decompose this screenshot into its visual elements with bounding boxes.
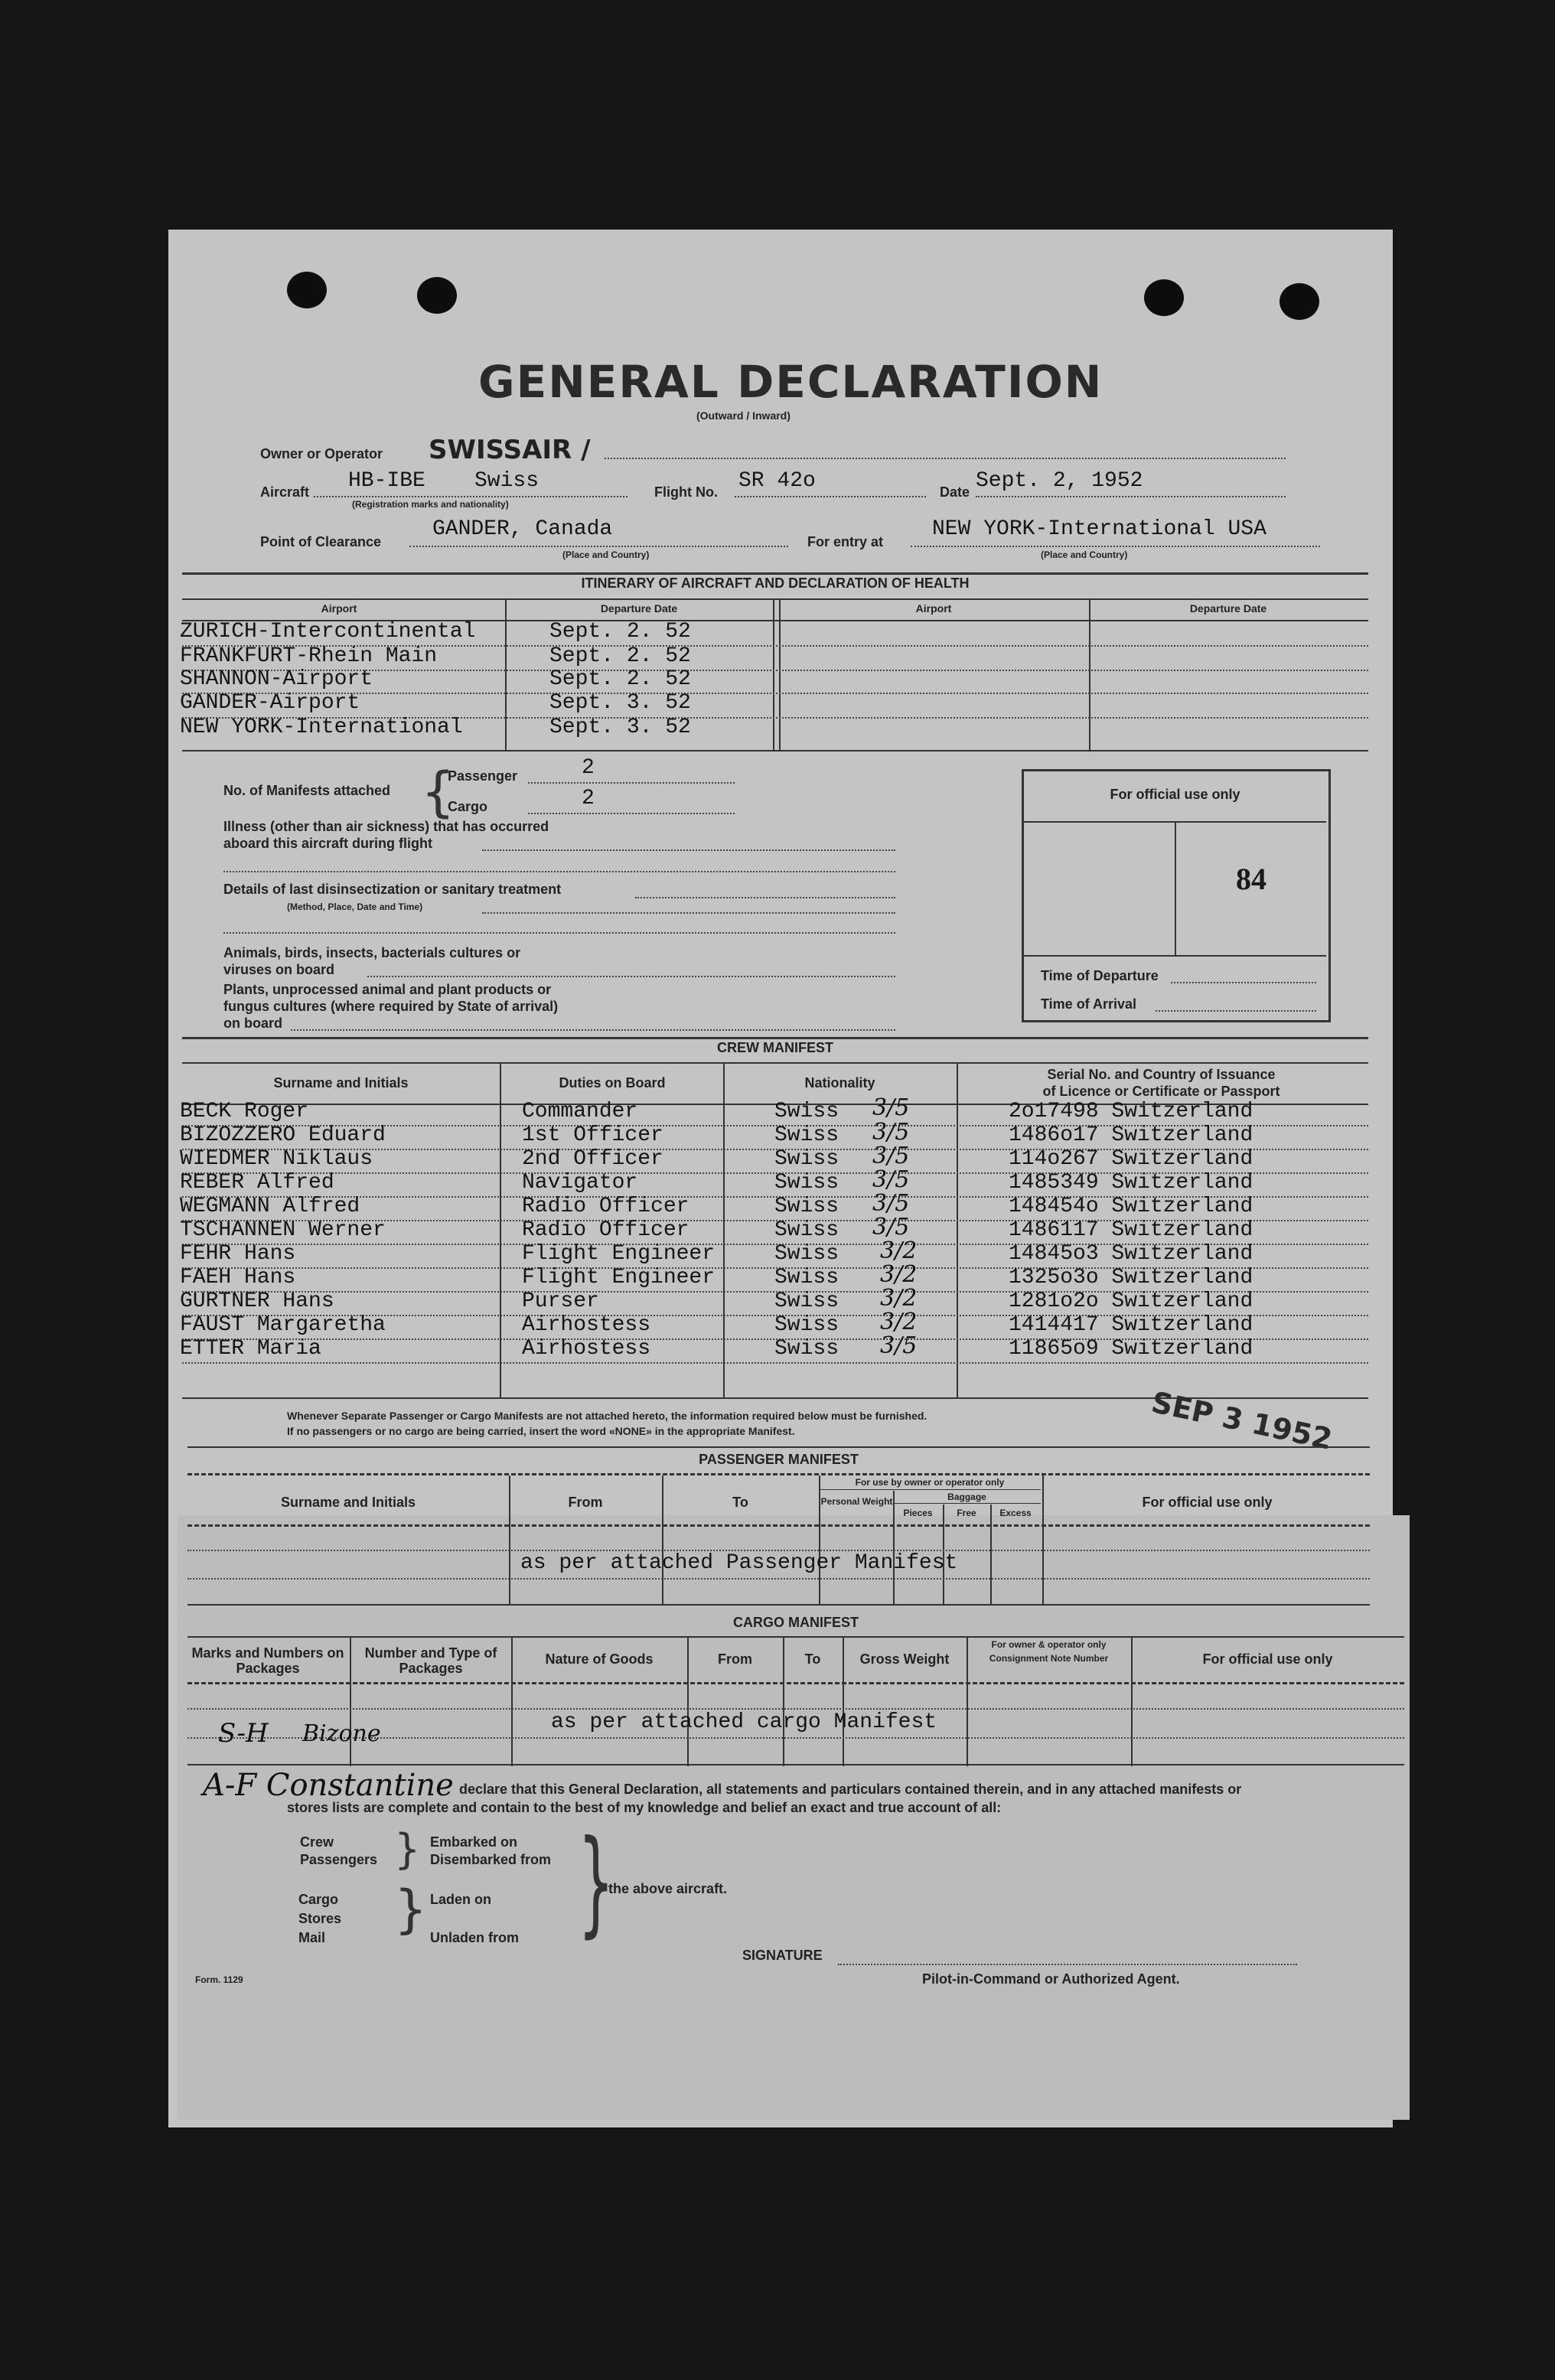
passenger-title-rule	[187, 1473, 1370, 1475]
crew-mark: 3/5	[872, 1190, 910, 1217]
passenger-col-personal-weight: Personal Weight	[820, 1496, 893, 1507]
disinsect-line-3	[223, 932, 895, 934]
crew-nationality: Swiss	[774, 1337, 839, 1361]
crew-divider	[957, 1062, 958, 1399]
date-value: Sept. 2, 1952	[976, 469, 1143, 493]
itinerary-date: Sept. 2. 52	[549, 667, 691, 691]
passenger-col-baggage: Baggage	[947, 1492, 986, 1502]
declaration-text-1: declare that this General Declaration, all statements and particulars contained therein, and in any attached manifests or	[459, 1782, 1242, 1797]
crew-serial: 11865o9 Switzerland	[1009, 1337, 1253, 1361]
itinerary-col-departure-2: Departure Date	[1189, 602, 1267, 615]
itinerary-header-rule	[182, 598, 1368, 600]
itinerary-divider	[779, 598, 781, 751]
passenger-col-from: From	[568, 1495, 603, 1510]
decl-disembarked-label: Disembarked from	[430, 1852, 552, 1867]
crew-nationality: Swiss	[774, 1242, 839, 1266]
cargo-count-line	[528, 813, 735, 814]
itinerary-date: Sept. 3. 52	[549, 716, 691, 739]
form-title: GENERAL DECLARATION	[478, 356, 1103, 408]
cargo-col-gross: Gross Weight	[859, 1651, 950, 1667]
itinerary-airport: SHANNON-Airport	[180, 667, 373, 691]
itinerary-date: Sept. 2. 52	[549, 644, 691, 668]
disinsect-line-2	[482, 912, 895, 914]
owner-value: SWISSAIR /	[429, 435, 591, 465]
passenger-col-official: For official use only	[1142, 1495, 1273, 1510]
animals-label-2: viruses on board	[223, 962, 335, 977]
passenger-owner-rule	[820, 1489, 1041, 1490]
passenger-count-line	[528, 782, 735, 784]
crew-serial: 1486117 Switzerland	[1009, 1218, 1253, 1242]
cargo-divider	[967, 1636, 968, 1766]
crew-serial: 2o17498 Switzerland	[1009, 1100, 1253, 1123]
official-box-rule-2	[1024, 955, 1326, 957]
crew-name: WEGMANN Alfred	[180, 1195, 360, 1218]
cargo-col-to: To	[804, 1651, 821, 1667]
crew-serial: 114o267 Switzerland	[1009, 1147, 1253, 1171]
cargo-header-rule	[187, 1636, 1404, 1638]
notice-line-1: Whenever Separate Passenger or Cargo Manifests are not attached hereto, the information required below must be furnished.	[287, 1410, 927, 1422]
entry-place-note: (Place and Country)	[1041, 549, 1128, 560]
passenger-col-free: Free	[957, 1508, 976, 1518]
crew-nationality: Swiss	[774, 1218, 839, 1242]
plants-line	[291, 1029, 895, 1031]
itinerary-divider	[1089, 598, 1090, 751]
clearance-value: GANDER, Canada	[432, 517, 613, 541]
pilot-label: Pilot-in-Command or Authorized Agent.	[922, 1971, 1180, 1987]
crew-duty: Airhostess	[522, 1337, 651, 1361]
crew-duty: Flight Engineer	[522, 1266, 716, 1289]
crew-nationality: Swiss	[774, 1171, 839, 1195]
passenger-divider	[509, 1475, 510, 1604]
decl-embarked-label: Embarked on	[430, 1834, 518, 1850]
owner-label: Owner or Operator	[260, 446, 383, 461]
passenger-baggage-rule	[893, 1503, 1041, 1504]
illness-line-2	[223, 871, 895, 872]
cargo-col-owner-use: For owner & operator only	[991, 1639, 1107, 1650]
passenger-title: PASSENGER MANIFEST	[699, 1452, 859, 1467]
passenger-divider	[819, 1475, 820, 1604]
decl-laden-label: Laden on	[430, 1892, 491, 1907]
crew-duty: Purser	[522, 1289, 599, 1313]
crew-mark: 3/5	[880, 1332, 918, 1359]
declaration-text-2: stores lists are complete and contain to the best of my knowledge and belief an exact and true account of all:	[287, 1800, 1002, 1815]
date-label: Date	[940, 484, 970, 500]
crew-col-serial-1: Serial No. and Country of Issuance	[1047, 1067, 1276, 1082]
registration-note: (Registration marks and nationality)	[352, 499, 509, 510]
aircraft-label: Aircraft	[260, 484, 310, 500]
crew-duty: Flight Engineer	[522, 1242, 716, 1266]
crew-nationality: Swiss	[774, 1100, 839, 1123]
crew-duty: Radio Officer	[522, 1218, 689, 1242]
aircraft-line	[314, 496, 628, 497]
disinsect-note: (Method, Place, Date and Time)	[287, 901, 423, 912]
official-box-divider	[1175, 821, 1176, 955]
plants-label-3: on board	[223, 1016, 282, 1031]
decl-cargo-label: Cargo	[298, 1892, 339, 1907]
crew-mark: 3/5	[872, 1143, 910, 1169]
crew-mark: 3/5	[872, 1166, 910, 1193]
crew-name: BIZOZZERO Eduard	[180, 1123, 386, 1147]
crew-col-duties: Duties on Board	[559, 1075, 666, 1091]
decl-mail-label: Mail	[298, 1930, 326, 1945]
clearance-label: Point of Clearance	[260, 534, 382, 549]
itinerary-row-rule	[182, 693, 1368, 694]
crew-divider	[500, 1062, 501, 1399]
itinerary-divider	[505, 598, 507, 751]
crew-nationality: Swiss	[774, 1313, 839, 1337]
cargo-col-number-type: Number and Type of Packages	[364, 1645, 497, 1676]
passenger-row-rule	[187, 1578, 1370, 1580]
crew-mark: 3/5	[872, 1094, 910, 1121]
itinerary-bottom-rule	[182, 750, 1368, 751]
passenger-bottom-rule	[187, 1604, 1370, 1606]
punch-hole-icon	[1144, 279, 1184, 316]
crew-nationality: Swiss	[774, 1123, 839, 1147]
disinsect-line	[635, 897, 895, 898]
itinerary-col-airport-2: Airport	[915, 602, 952, 615]
cargo-divider	[1131, 1636, 1133, 1766]
illness-label: Illness (other than air sickness) that has occurred	[223, 819, 549, 834]
form-number: Form. 1129	[195, 1974, 243, 1985]
passenger-divider	[1042, 1475, 1044, 1604]
passenger-count-label: Passenger	[448, 768, 518, 784]
cargo-title: CARGO MANIFEST	[733, 1615, 859, 1630]
illness-line	[482, 849, 895, 851]
date-line	[976, 496, 1286, 497]
crew-mark: 3/2	[880, 1261, 918, 1288]
crew-mark: 3/5	[872, 1119, 910, 1146]
entry-line	[911, 546, 1320, 547]
crew-mark: 3/2	[880, 1237, 918, 1264]
manifests-label: No. of Manifests attached	[223, 783, 391, 798]
handwritten-note-2: Bizone	[302, 1720, 381, 1747]
clearance-line	[409, 546, 788, 547]
notice-line-2: If no passengers or no cargo are being carried, insert the word «NONE» in the appropriate Manifest.	[287, 1425, 795, 1437]
time-departure-label: Time of Departure	[1041, 968, 1159, 983]
cargo-col-marks: Marks and Numbers on Packages	[191, 1645, 344, 1676]
crew-duty: Airhostess	[522, 1313, 651, 1337]
itinerary-col-departure: Departure Date	[600, 602, 678, 615]
cargo-row-rule	[187, 1708, 1404, 1710]
flight-label: Flight No.	[654, 484, 718, 500]
crew-mark: 3/2	[880, 1309, 918, 1335]
plants-label-2: fungus cultures (where required by State of arrival)	[223, 999, 559, 1014]
itinerary-divider	[773, 598, 774, 751]
passenger-entry: as per attached Passenger Manifest	[520, 1551, 958, 1575]
crew-serial: 148454o Switzerland	[1009, 1195, 1253, 1218]
aircraft-country: Swiss	[474, 469, 540, 493]
cargo-divider	[783, 1636, 784, 1766]
owner-line	[605, 458, 1286, 459]
manifests-brace: {	[421, 761, 455, 823]
crew-serial: 1485349 Switzerland	[1009, 1171, 1253, 1195]
passenger-divider	[662, 1475, 663, 1604]
decl-brace-icon: }	[394, 1880, 428, 1940]
cargo-count-label: Cargo	[448, 799, 488, 814]
time-arrival-label: Time of Arrival	[1041, 996, 1137, 1012]
handwritten-note-1: S-H	[218, 1718, 269, 1749]
cargo-divider	[687, 1636, 689, 1766]
passenger-top-rule	[187, 1446, 1370, 1448]
decl-stores-label: Stores	[298, 1911, 342, 1926]
cargo-entry: as per attached cargo Manifest	[551, 1710, 937, 1734]
itinerary-airport: NEW YORK-International	[180, 716, 463, 739]
itinerary-airport: ZURICH-Intercontinental	[180, 620, 476, 644]
form-subtitle: (Outward / Inward)	[696, 409, 791, 422]
decl-passengers-label: Passengers	[300, 1852, 378, 1867]
cargo-col-consignment: Consignment Note Number	[989, 1653, 1109, 1664]
passenger-col-excess: Excess	[999, 1508, 1032, 1518]
decl-crew-label: Crew	[300, 1834, 334, 1850]
itinerary-col-airport: Airport	[321, 602, 357, 615]
passenger-col-owner-use: For use by owner or operator only	[855, 1477, 1005, 1488]
crew-col-name: Surname and Initials	[273, 1075, 409, 1091]
time-arrival-line	[1156, 1010, 1316, 1012]
itinerary-airport: GANDER-Airport	[180, 691, 360, 715]
crew-nationality: Swiss	[774, 1289, 839, 1313]
itinerary-airport: FRANKFURT-Rhein Main	[180, 644, 438, 668]
crew-duty: Radio Officer	[522, 1195, 689, 1218]
passenger-header-rule	[187, 1524, 1370, 1527]
official-use-number: 84	[1236, 862, 1266, 896]
flight-value: SR 42o	[738, 469, 816, 493]
crew-col-nationality: Nationality	[804, 1075, 875, 1091]
crew-serial: 1486o17 Switzerland	[1009, 1123, 1253, 1147]
decl-unladen-label: Unladen from	[430, 1930, 520, 1945]
decl-big-brace-icon: }	[578, 1816, 615, 1949]
crew-top-rule	[182, 1037, 1368, 1039]
cargo-bottom-rule	[187, 1764, 1404, 1765]
cargo-divider	[843, 1636, 844, 1766]
crew-nationality: Swiss	[774, 1195, 839, 1218]
crew-duty: Commander	[522, 1100, 638, 1123]
animals-label: Animals, birds, insects, bacterials cultures or	[223, 945, 521, 960]
time-departure-line	[1171, 982, 1316, 983]
punch-hole-icon	[287, 272, 327, 308]
crew-name: WIEDMER Niklaus	[180, 1147, 373, 1171]
passenger-col-to: To	[732, 1495, 748, 1510]
itinerary-date: Sept. 3. 52	[549, 691, 691, 715]
animals-line	[367, 976, 895, 977]
punch-hole-icon	[1280, 283, 1319, 320]
crew-nationality: Swiss	[774, 1147, 839, 1171]
official-use-title: For official use only	[1110, 787, 1240, 802]
flight-line	[735, 496, 926, 497]
date-stamp: SEP 3 1952	[1148, 1385, 1335, 1456]
signature-line	[838, 1964, 1297, 1965]
crew-row-rule	[182, 1362, 1368, 1364]
crew-serial: 1325o3o Switzerland	[1009, 1266, 1253, 1289]
crew-name: FAEH Hans	[180, 1266, 296, 1289]
crew-name: BECK Roger	[180, 1100, 309, 1123]
crew-header-rule	[182, 1062, 1368, 1064]
disinsect-label: Details of last disinsectization or sanitary treatment	[223, 882, 562, 897]
crew-serial: 1414417 Switzerland	[1009, 1313, 1253, 1337]
itinerary-top-rule	[182, 572, 1368, 575]
punch-hole-icon	[417, 277, 457, 314]
clearance-place-note: (Place and Country)	[562, 549, 650, 560]
crew-col-serial-2: of Licence or Certificate or Passport	[1042, 1084, 1280, 1099]
crew-duty: 1st Officer	[522, 1123, 663, 1147]
itinerary-date: Sept. 2. 52	[549, 620, 691, 644]
crew-duty: Navigator	[522, 1171, 638, 1195]
crew-divider	[723, 1062, 725, 1399]
crew-mark: 3/2	[880, 1285, 918, 1312]
cargo-col-from: From	[718, 1651, 752, 1667]
plants-label: Plants, unprocessed animal and plant products or	[223, 982, 552, 997]
cargo-divider	[511, 1636, 513, 1766]
illness-label-2: aboard this aircraft during flight	[223, 836, 433, 851]
handwritten-note-3: A-F Constantine	[203, 1768, 454, 1803]
itinerary-title: ITINERARY OF AIRCRAFT AND DECLARATION OF HEALTH	[581, 575, 970, 591]
decl-above-aircraft: the above aircraft.	[608, 1881, 728, 1896]
signature-label: SIGNATURE	[742, 1948, 823, 1963]
crew-name: FAUST Margaretha	[180, 1313, 386, 1337]
crew-serial: 1281o2o Switzerland	[1009, 1289, 1253, 1313]
crew-name: TSCHANNEN Werner	[180, 1218, 386, 1242]
cargo-subheader-rule	[187, 1682, 1404, 1684]
crew-name: GURTNER Hans	[180, 1289, 334, 1313]
passenger-col-name: Surname and Initials	[280, 1495, 416, 1510]
crew-name: FEHR Hans	[180, 1242, 296, 1266]
document-sheet-lower	[178, 1515, 1410, 2120]
aircraft-value: HB-IBE	[348, 469, 425, 493]
crew-serial: 14845o3 Switzerland	[1009, 1242, 1253, 1266]
cargo-col-official: For official use only	[1202, 1651, 1333, 1667]
passenger-col-pieces: Pieces	[903, 1508, 933, 1518]
crew-nationality: Swiss	[774, 1266, 839, 1289]
cargo-count-value: 2	[582, 787, 595, 810]
crew-mark: 3/5	[872, 1214, 910, 1241]
passenger-count-value: 2	[582, 756, 595, 780]
passenger-divider	[893, 1491, 895, 1604]
cargo-col-nature: Nature of Goods	[545, 1651, 654, 1667]
crew-name: ETTER Maria	[180, 1337, 321, 1361]
crew-title: CREW MANIFEST	[717, 1040, 833, 1055]
entry-label: For entry at	[807, 534, 884, 549]
crew-name: REBER Alfred	[180, 1171, 334, 1195]
decl-brace-icon: }	[394, 1825, 421, 1873]
passenger-divider	[990, 1505, 992, 1604]
entry-value: NEW YORK-International USA	[932, 517, 1266, 541]
crew-duty: 2nd Officer	[522, 1147, 663, 1171]
